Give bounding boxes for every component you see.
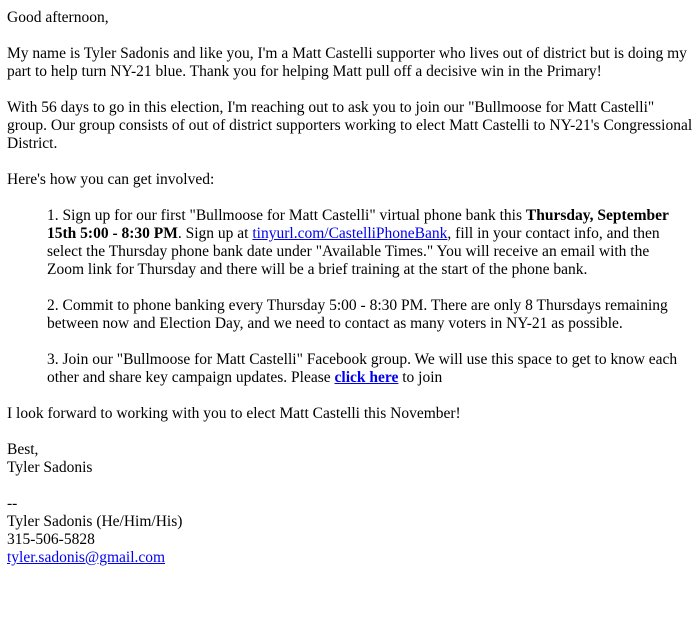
greeting: Good afternoon,	[7, 9, 109, 26]
signature-name: Tyler Sadonis (He/Him/His)	[7, 513, 183, 530]
item1-date: Thursday, September 15th 5:00 - 8:30 PM	[47, 207, 669, 242]
facebook-group-link[interactable]: click here	[334, 369, 399, 386]
action-item-2: 2. Commit to phone banking every Thursday 5:00 - 8:30 PM. There are only 8 Thursdays remaining between now and Election Day, and we need to contact as many voters in NY-21 as possible.	[47, 297, 668, 332]
spacer	[47, 333, 687, 351]
sign-off: Best,	[7, 441, 39, 458]
signature-email	[7, 549, 693, 567]
signature-separator: --	[7, 495, 18, 512]
spacer	[7, 81, 693, 99]
spacer	[7, 423, 693, 441]
phonebank-signup-link[interactable]: tinyurl.com/CastelliPhoneBank	[252, 225, 448, 242]
item1-post: , fill in your contact info, and then select the Thursday phone bank date under "Available Times." You will receive an email with the Zoom link for Thursday and there will be a brief training at the start of the phone bank.	[47, 225, 660, 278]
action-list	[7, 207, 693, 387]
ask-paragraph: With 56 days to go in this election, I'm reaching out to ask you to join our "Bullmoose for Matt Castelli" group. Our group consists of out of district supporters working to elect Matt Castelli to NY-21's Congressional District.	[7, 99, 693, 152]
spacer	[7, 189, 693, 207]
spacer	[7, 387, 693, 405]
how-to-heading: Here's how you can get involved:	[7, 171, 215, 188]
signature-email-link[interactable]: tyler.sadonis@gmail.com	[7, 549, 166, 566]
spacer	[7, 27, 693, 45]
item1-pre: 1. Sign up for our first "Bullmoose for Matt Castelli" virtual phone bank this	[47, 207, 526, 224]
spacer	[7, 477, 693, 495]
action-item-1	[47, 207, 687, 279]
signer-name: Tyler Sadonis	[7, 459, 93, 476]
item1-mid: . Sign up at	[177, 225, 253, 242]
action-item-3	[47, 351, 687, 387]
signature-phone: 315-506-5828	[7, 531, 95, 548]
item3-pre: 3. Join our "Bullmoose for Matt Castelli" Facebook group. We will use this space to get to know each other and share key campaign updates. Please	[47, 351, 678, 386]
spacer	[47, 279, 687, 297]
spacer	[7, 153, 693, 171]
item3-post: to join	[398, 369, 443, 386]
intro-paragraph: My name is Tyler Sadonis and like you, I'm a Matt Castelli supporter who lives out of district but is doing my part to help turn NY-21 blue. Thank you for helping Matt pull off a decisive win in the Primary!	[7, 45, 687, 80]
closing-line: I look forward to working with you to elect Matt Castelli this November!	[7, 405, 461, 422]
